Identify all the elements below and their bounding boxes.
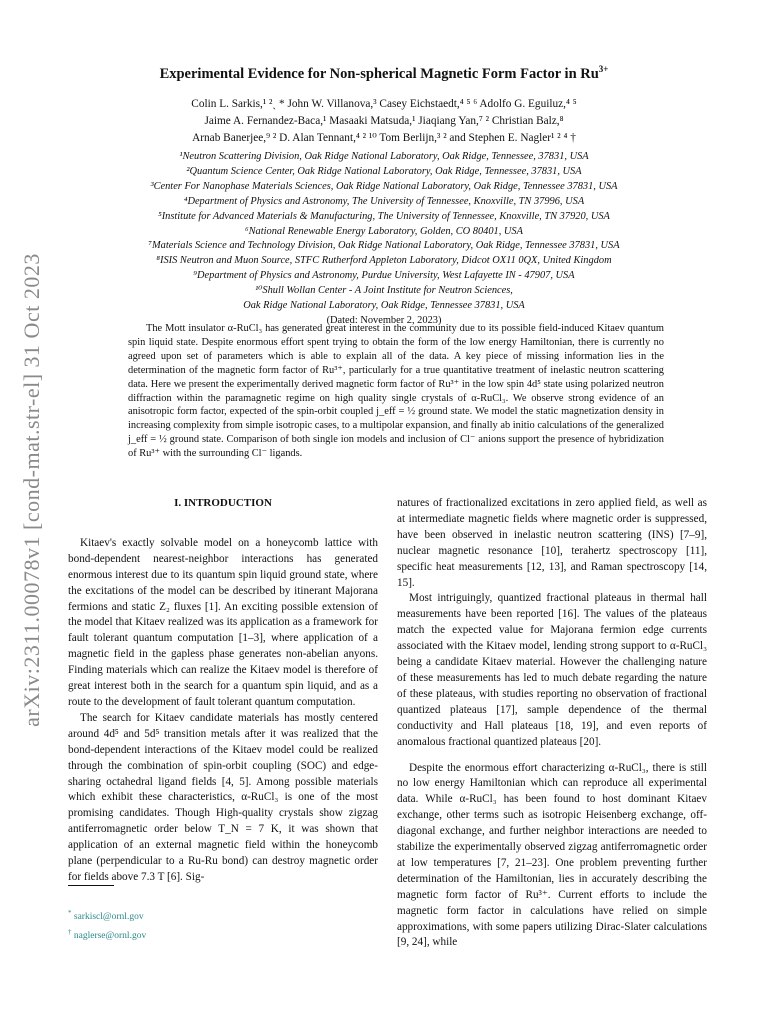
footnote-divider [68,885,114,886]
paper-title-text: Experimental Evidence for Non-spherical Magnetic Form Factor in Ru [159,65,599,82]
affiliation: Oak Ridge National Laboratory, Oak Ridge, Tennessee 37831, USA [243,300,525,312]
paragraph-gap [397,751,707,761]
footnote-mark: † [68,927,72,936]
section-heading: I. INTRODUCTION [174,497,272,509]
affiliation: ⁸ISIS Neutron and Muon Source, STFC Rutherford Appleton Laboratory, Didcot OX11 0QX, United Kingdom [156,255,612,267]
arxiv-identifier: arXiv:2311.00078v1 [cond-mat.str-el] 31 Oct 2023 [19,253,44,727]
affiliation: ⁵Institute for Advanced Materials & Manufacturing, The University of Tennessee, Knoxville, TN 37920, USA [158,210,610,222]
footnotes [68,906,146,943]
body-paragraph: Despite the enormous effort characterizing α-RuCl₃, there is still no low energy Hamiltonian which can reproduce all experimental data. While α-RuCl₃ has been found to host dominant Kitaev exchange, other terms such as isotropic Heisenberg exchange, off-diagonal exchange, and further neighbor interactions are needed to stabilize the experimentally observed zigzag antiferromagnetic order at low temperatures [7, 21–23]. One problem preventing further determination of the Hamiltonian, lies in accurately describing the magnetic form factor of Ru³⁺. Current efforts to include the magnetic form factor in calculations have relied on simple approximations, with some papers utilizing Dirac-Slater calculations [9, 24], while [397,761,707,949]
affiliation: ¹⁰Shull Wollan Center - A Joint Institute for Neutron Sciences, [255,285,513,297]
affiliation: ⁶National Renewable Energy Laboratory, Golden, CO 80401, USA [245,225,523,237]
affiliation: ²Quantum Science Center, Oak Ridge National Laboratory, Oak Ridge, Tennessee, 37831, USA [186,165,582,177]
right-column [397,496,707,951]
email-link[interactable]: naglerse@ornl.gov [73,930,147,941]
footnote-mark: * [68,909,72,917]
author-list [0,96,768,147]
affiliation: ¹Neutron Scattering Division, Oak Ridge National Laboratory, Oak Ridge, Tennessee, 37831, USA [179,151,589,162]
date-line: (Dated: November 2, 2023) [326,314,442,326]
affiliation: ⁷Materials Science and Technology Division, Oak Ridge National Laboratory, Oak Ridge, Tennessee 37831, USA [148,240,620,252]
affiliation: ³Center For Nanophase Materials Sciences, Oak Ridge National Laboratory, Oak Ridge, Tennessee 37831, USA [150,180,618,192]
affiliation-list [0,150,768,329]
affiliation: ⁴Department of Physics and Astronomy, The University of Tennessee, Knoxville, TN 37996, USA [183,195,585,207]
paper-title [0,64,768,83]
footnote [68,906,146,925]
body-paragraph: Most intriguingly, quantized fractional plateaus in thermal hall measurements have been reported [16]. The values of the plateaus match the expected value for Majorana fermion edge currents associated with the Kitaev model, lending strong support to α-RuCl₃ being a candidate Kitaev material. However the challenging nature of these measurements has led to much debate regarding the nature of these plateaus, with studies reporting no observation of fractional quantized plateaus [17], sample dependence of the thermal conductivity and Hall plateaus [18, 19], and even reports of anomalous fractional quantized plateaus [20]. [397,592,707,748]
body-paragraph: The search for Kitaev candidate materials has mostly centered around 4d⁵ and 5d⁵ transition metals after it was realized that the bond-dependent interactions of the Kitaev model could be realized through the combination of spin-orbit coupling (SOC) and edge-sharing octahedral ligand fields [4, 5]. Among possible materials which exhibit these characteristics, α-RuCl₃ is one of the most promising candidates. Though High-quality crystals show zigzag antiferromagnetic order below T_N = 7 K, it was shown that application of an external magnetic field within the honeycomb plane (perpendicular to a Ru-Ru bond) can destroy magnetic order for fields above 7.3 T [6]. Sig- [68,711,378,883]
author-line: Arnab Banerjee,⁹ ² D. Alan Tennant,⁴ ² ¹⁰ Tom Berlijn,³ ² and Stephen E. Nagler¹ ² ⁴ † [192,132,576,144]
author-line: Jaime A. Fernandez-Baca,¹ Masaaki Matsuda,¹ Jiaqiang Yan,⁷ ² Christian Balz,⁸ [204,115,564,127]
author-line: Colin L. Sarkis,¹ ²ˏ * John W. Villanova,³ Casey Eichstaedt,⁴ ⁵ ⁶ Adolfo G. Eguiluz,⁴ ⁵ [191,98,577,110]
body-paragraph: natures of fractionalized excitations in zero applied field, as well as at intermediate magnetic fields where magnetic order is suppressed, have been observed in inelastic neutron scattering (INS) [7–9], nuclear magnetic resonance [10], terahertz spectroscopy [11], specific heat measurements [12, 13], and Raman spectroscopy [14, 15]. [397,497,707,589]
body-paragraph: Kitaev's exactly solvable model on a honeycomb lattice with bond-dependent nearest-neighbor interactions has generated enormous interest due to its quantum spin liquid ground state, where the excitations of the model can be described by itinerant Majorana fermions and static Z₂ fluxes [1]. An exciting possible extension of the model that Kitaev realized was its application as a framework for fault tolerant quantum computation [1–3], where application of a magnetic field in the gapless phase generates non-abelian anyons. Finding materials which can realize the Kitaev model is therefore of great interest both in the search for a quantum spin liquid, and as a route to the development of fault tolerant quantum computation. [68,536,378,708]
paper-title-superscript: 3+ [598,64,609,74]
left-column [68,496,378,886]
affiliation: ⁹Department of Physics and Astronomy, Purdue University, West Lafayette IN - 47907, USA [193,270,575,282]
footnote [68,925,146,944]
abstract: The Mott insulator α-RuCl₃ has generated great interest in the community due to its possible field-induced Kitaev quantum spin liquid state. Despite enormous effort spent trying to obtain the form of the low energy Hamiltonian, there is currently no agreed upon set of parameters which is able to explain all of the data. A key piece of missing information lies in the determination of the magnetic form factor of Ru³⁺, particularly for a true quantitative treatment of inelastic neutron scattering data. Here we present the experimentally derived magnetic form factor of Ru³⁺ in the low spin 4d⁵ state using polarized neutron diffraction within the paramagnetic regime on high quality single crystals of α-RuCl₃. We observe strong evidence of an anisotropic form factor, expected of the spin-orbit coupled j_eff = ½ ground state. We model the static magnetization density in increasing complexity from simple isotropic cases, to a multipolar expansion, and finally ab initio calculations of the generalized j_eff = ½ ground state. Comparison of both single ion models and inclusion of Cl⁻ anions support the presence of hybridization of Ru³⁺ with the surrounding Cl⁻ ligands. [128,323,664,460]
email-link[interactable]: sarkiscl@ornl.gov [73,912,144,923]
